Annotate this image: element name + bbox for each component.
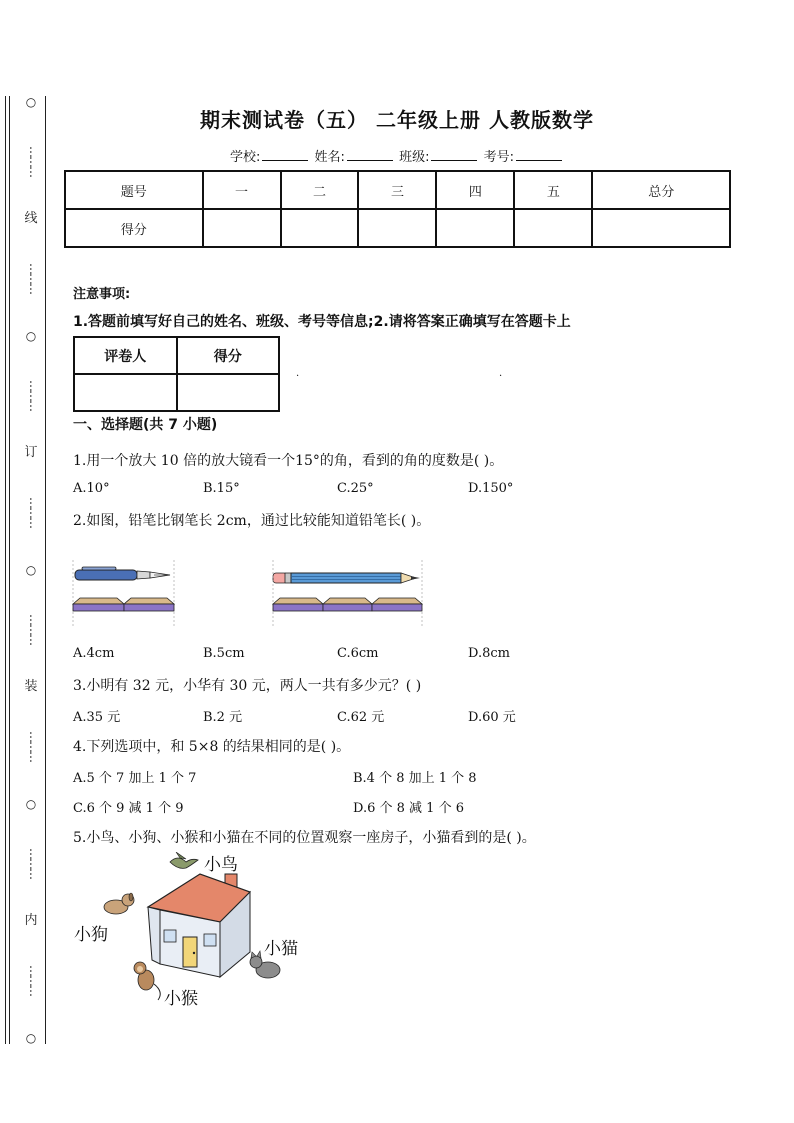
q1-option-b[interactable]: B.15° bbox=[203, 481, 240, 496]
label-monkey: 小猴 bbox=[164, 989, 198, 1009]
score-table-score-row bbox=[65, 209, 730, 247]
school-blank[interactable] bbox=[262, 148, 308, 161]
q1-option-a[interactable]: A.10° bbox=[73, 481, 110, 496]
question-4-stem: 4.下列选项中，和 5×8 的结果相同的是( )。 bbox=[73, 739, 351, 755]
score-cell[interactable] bbox=[514, 209, 592, 247]
margin-char-ding: 订 bbox=[24, 445, 38, 460]
score-header-cell: 题号 bbox=[65, 171, 203, 209]
score-header-cell: 三 bbox=[358, 171, 436, 209]
binding-dots: ○ ⋯⋯⋯ 线 ⋯⋯⋯ ○ ⋯⋯⋯ 订 ⋯⋯⋯ ○ ⋯⋯⋯ 装 ⋯⋯⋯ ○ ⋯⋯⋯ 内 ⋯⋯⋯ ○ bbox=[24, 95, 38, 1045]
score-table-header-row bbox=[65, 171, 730, 209]
stray-dot: . bbox=[499, 368, 503, 379]
class-blank[interactable] bbox=[431, 148, 477, 161]
pencil-icon bbox=[273, 573, 420, 583]
notice-heading: 注意事项: bbox=[73, 287, 131, 302]
margin-rule-inner bbox=[9, 96, 10, 1044]
score-cell[interactable] bbox=[203, 209, 281, 247]
margin-char-nei: 内 bbox=[24, 913, 38, 928]
q3-option-a[interactable]: A.35 元 bbox=[73, 710, 121, 725]
question-5-stem: 5.小鸟、小狗、小猴和小猫在不同的位置观察一座房子，小猫看到的是( )。 bbox=[73, 830, 536, 846]
grader-score-cell[interactable] bbox=[177, 374, 280, 411]
label-cat: 小猫 bbox=[264, 939, 298, 959]
measuring-blocks bbox=[273, 560, 422, 626]
q3-option-c[interactable]: C.62 元 bbox=[337, 710, 385, 725]
question-3-stem: 3.小明有 32 元，小华有 30 元，两人一共有多少元？( ) bbox=[73, 678, 422, 694]
question-1-stem: 1.用一个放大 10 倍的放大镜看一个15°的角，看到的角的度数是( )。 bbox=[73, 453, 504, 469]
q1-option-c[interactable]: C.25° bbox=[337, 481, 374, 496]
grader-name-cell[interactable] bbox=[74, 374, 177, 411]
ring-mark: ○ bbox=[25, 329, 37, 343]
ring-mark: ○ bbox=[25, 563, 37, 577]
score-table bbox=[64, 170, 731, 248]
margin-char-xian: 线 bbox=[24, 211, 38, 226]
label-bird: 小鸟 bbox=[204, 855, 238, 875]
score-cell[interactable] bbox=[358, 209, 436, 247]
q4-option-d[interactable]: D.6 个 8 减 1 个 6 bbox=[353, 801, 464, 816]
score-header-cell: 五 bbox=[514, 171, 592, 209]
margin-char-zhuang: 装 bbox=[24, 679, 38, 694]
margin-rule-outer bbox=[5, 96, 6, 1044]
q3-option-d[interactable]: D.60 元 bbox=[468, 710, 516, 725]
ring-mark: ○ bbox=[25, 95, 37, 109]
score-header-cell: 总分 bbox=[592, 171, 730, 209]
house-icon bbox=[148, 874, 250, 977]
question-2-stem: 2.如图，铅笔比钢笔长 2cm，通过比较能知道铅笔长( )。 bbox=[73, 513, 431, 529]
monkey-icon bbox=[134, 962, 160, 1000]
section-heading: 一、选择题(共 7 小题) bbox=[73, 417, 218, 433]
ring-mark: ○ bbox=[25, 797, 37, 811]
notice-line: 1.答题前填写好自己的姓名、班级、考号等信息;2.请将答案正确填写在答题卡上 bbox=[73, 314, 571, 330]
house-figure bbox=[100, 852, 300, 1002]
score-row-label: 得分 bbox=[65, 209, 203, 247]
ring-mark: ○ bbox=[25, 1031, 37, 1045]
pen-icon bbox=[75, 567, 170, 580]
school-label: 学校: bbox=[230, 150, 261, 165]
exam-no-blank[interactable] bbox=[516, 148, 562, 161]
label-dog: 小狗 bbox=[74, 925, 108, 945]
name-blank[interactable] bbox=[347, 148, 393, 161]
bird-icon bbox=[170, 852, 198, 868]
score-header-cell: 一 bbox=[203, 171, 281, 209]
margin-rule-right bbox=[45, 96, 46, 1044]
q2-option-c[interactable]: C.6cm bbox=[337, 646, 379, 661]
score-cell[interactable] bbox=[436, 209, 514, 247]
pen-measure-figure bbox=[70, 560, 180, 628]
grader-score-header: 得分 bbox=[177, 337, 280, 374]
student-info-fields bbox=[0, 146, 794, 165]
q2-option-a[interactable]: A.4cm bbox=[73, 646, 115, 661]
q1-option-d[interactable]: D.150° bbox=[468, 481, 514, 496]
q2-option-d[interactable]: D.8cm bbox=[468, 646, 510, 661]
score-cell[interactable] bbox=[592, 209, 730, 247]
grader-table bbox=[73, 336, 280, 412]
score-header-cell: 二 bbox=[281, 171, 359, 209]
q4-option-a[interactable]: A.5 个 7 加上 1 个 7 bbox=[73, 771, 197, 786]
q2-option-b[interactable]: B.5cm bbox=[203, 646, 245, 661]
q4-option-b[interactable]: B.4 个 8 加上 1 个 8 bbox=[353, 771, 477, 786]
score-header-cell: 四 bbox=[436, 171, 514, 209]
binding-margin bbox=[0, 96, 52, 1044]
q3-option-b[interactable]: B.2 元 bbox=[203, 710, 243, 725]
dog-icon bbox=[104, 893, 134, 914]
exam-no-label: 考号: bbox=[483, 150, 514, 165]
q4-option-c[interactable]: C.6 个 9 减 1 个 9 bbox=[73, 801, 184, 816]
name-label: 姓名: bbox=[314, 150, 345, 165]
page-title: 期末测试卷（五） 二年级上册 人教版数学 bbox=[200, 108, 594, 132]
score-cell[interactable] bbox=[281, 209, 359, 247]
grader-header: 评卷人 bbox=[74, 337, 177, 374]
class-label: 班级: bbox=[399, 150, 430, 165]
stray-dot: . bbox=[296, 368, 300, 379]
pencil-measure-figure bbox=[268, 560, 428, 628]
